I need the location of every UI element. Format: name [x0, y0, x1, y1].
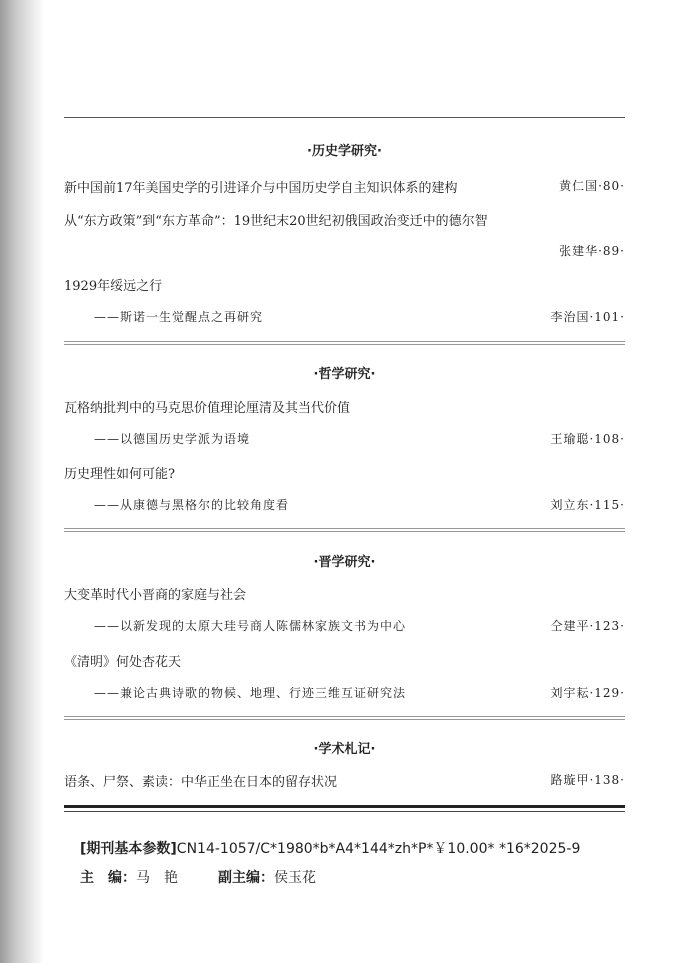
toc-entry-subtitle	[64, 308, 625, 325]
footer-thin-rule	[64, 811, 625, 812]
footer-thick-rule	[64, 805, 625, 808]
article-author-page: 张建华·89·	[559, 244, 625, 258]
section-title-jin-studies: ·晋学研究·	[313, 555, 376, 570]
article-subtitle: ——从康德与黑格尔的比较角度看	[94, 498, 290, 512]
toc-entry-subtitle	[64, 684, 625, 701]
page-spine-shadow	[0, 0, 44, 963]
toc-entry-subtitle	[64, 496, 625, 513]
params-label: [期刊基本参数]	[80, 841, 177, 857]
article-author-page: 仝建平·123·	[550, 619, 625, 633]
toc-entry-subtitle	[64, 617, 625, 634]
section-title-history: ·历史学研究·	[307, 144, 382, 159]
article-author-page: 黄仁国·80·	[559, 179, 625, 193]
article-author-page: 刘立东·115·	[550, 498, 625, 512]
article-subtitle: ——斯诺一生觉醒点之再研究	[94, 310, 264, 324]
toc-entry[interactable]	[64, 397, 625, 416]
article-author-page: 路璇甲·138·	[550, 773, 625, 787]
deputy-editor-name: 侯玉花	[274, 870, 316, 886]
section-divider	[64, 341, 625, 345]
section-title-academic-notes: ·学术札记·	[313, 742, 376, 757]
toc-entry[interactable]	[64, 275, 625, 294]
editors-line	[80, 867, 316, 887]
toc-entry[interactable]	[64, 651, 625, 670]
toc-entry[interactable]	[64, 771, 625, 790]
article-author-page: 刘宇耘·129·	[550, 686, 625, 700]
article-title: 瓦格纳批判中的马克思价值理论厘清及其当代价值	[64, 401, 351, 416]
article-title: 从“东方政策”到“东方革命”：19世纪末20世纪初俄国政治变迁中的德尔智	[64, 214, 488, 229]
editor-label: 主 编：	[80, 870, 136, 886]
article-title: 历史理性如何可能?	[64, 467, 175, 482]
deputy-editor-label: 副主编：	[218, 870, 274, 886]
toc-entry-subtitle	[64, 430, 625, 447]
params-value: CN14-1057/C*1980*b*A4*144*zh*P*￥10.00* *16*2025-9	[176, 841, 581, 857]
section-divider	[64, 716, 625, 720]
article-subtitle: ——以新发现的太原大珪号商人陈儒林家族文书为中心	[94, 619, 407, 633]
article-title: 1929年绥远之行	[64, 279, 163, 294]
article-subtitle: ——以德国历史学派为语境	[94, 432, 251, 446]
toc-entry[interactable]	[64, 210, 625, 229]
toc-entry[interactable]	[64, 584, 625, 603]
journal-parameters	[80, 838, 580, 858]
editor-name: 马 艳	[136, 870, 178, 886]
toc-entry[interactable]	[64, 177, 625, 196]
article-author-page: 李治国·101·	[550, 310, 625, 324]
article-title: 新中国前17年美国史学的引进译介与中国历史学自主知识体系的建构	[64, 181, 458, 196]
article-subtitle: ——兼论古典诗歌的物候、地理、行迹三维互证研究法	[94, 686, 407, 700]
toc-entry[interactable]	[64, 463, 625, 482]
top-rule	[64, 117, 625, 118]
section-divider	[64, 528, 625, 532]
article-title: 《清明》何处杏花天	[64, 655, 182, 670]
article-author-page: 王瑜聪·108·	[550, 432, 625, 446]
article-title: 大变革时代小晋商的家庭与社会	[64, 588, 247, 603]
section-title-philosophy: ·哲学研究·	[313, 367, 376, 382]
article-title: 语条、尸祭、素读：中华正坐在日本的留存状况	[64, 775, 338, 790]
